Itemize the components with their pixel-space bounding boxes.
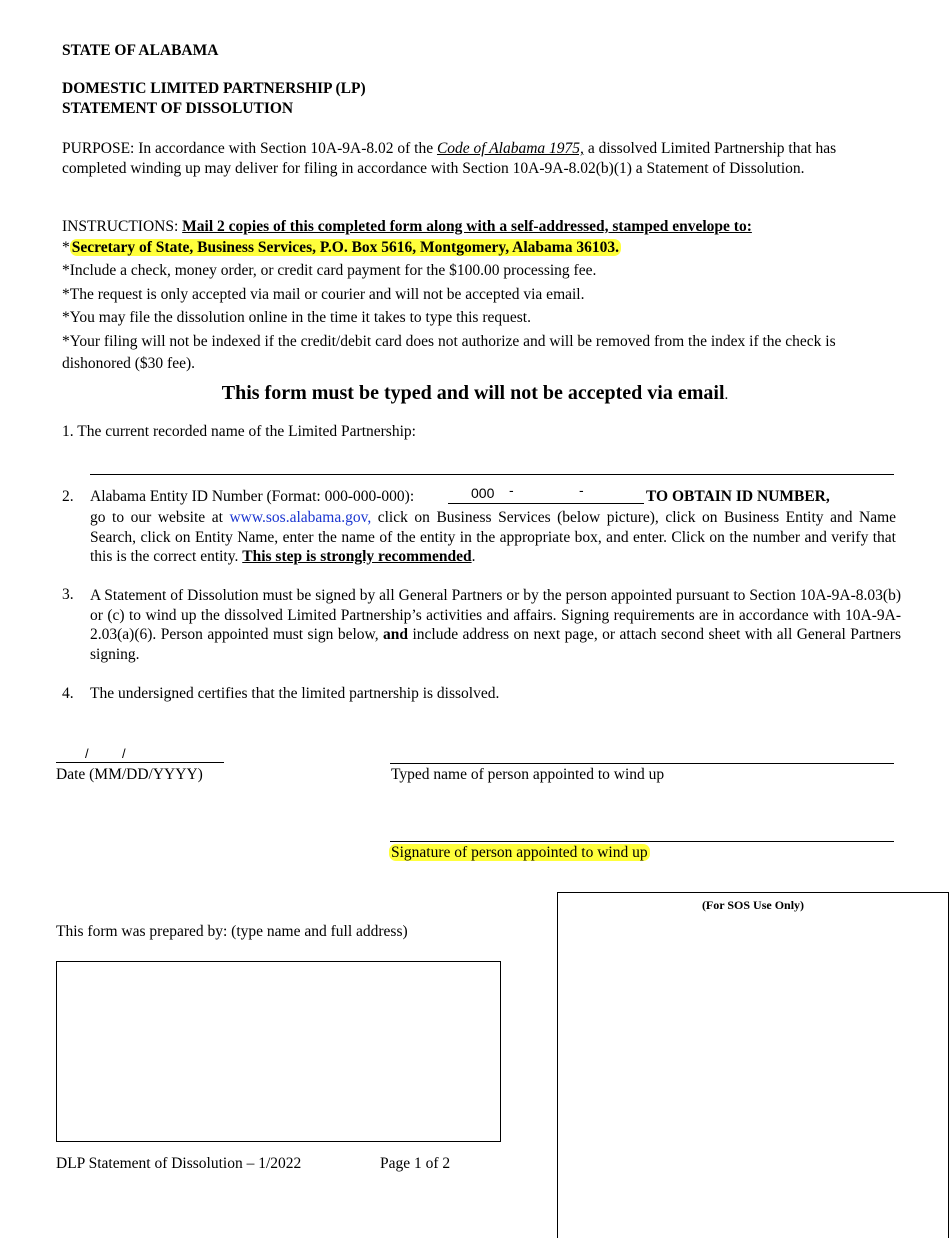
state-heading: STATE OF ALABAMA xyxy=(62,42,219,59)
date-field[interactable] xyxy=(56,744,224,763)
mail-instruction: Mail 2 copies of this completed form along with a self-addressed, stamped envelope to: xyxy=(182,218,752,235)
item-3-text-a: A Statement of Dissolution must be signed by all General Partners or by the person appointed pursuant to Section 10A-9A-8.03(b) or (c) to wind up the dissolved Limited Partnership’s activities and affairs. Signing requirements are in accordance with 10A-9A-2.03(a)(6). Person appointed must sign below, xyxy=(90,587,901,643)
signature-label: Signature of person appointed to wind up xyxy=(391,844,648,861)
item-1-number: 1. xyxy=(62,423,74,440)
item-1 xyxy=(62,423,416,441)
item-4-number: 4. xyxy=(62,685,74,702)
item-3-text-b: include address on next page, or attach second sheet with all General Partners signing. xyxy=(90,626,902,663)
purpose-label: PURPOSE: xyxy=(62,140,135,157)
entity-id-separator: - xyxy=(509,482,514,498)
obtain-id-heading: TO OBTAIN ID NUMBER, xyxy=(646,488,830,505)
recommend-text: This step is strongly recommended xyxy=(242,548,472,565)
recommend-period: . xyxy=(471,548,476,565)
code-reference: Code of Alabama 1975, xyxy=(436,140,584,157)
date-label: Date (MM/DD/YYYY) xyxy=(56,766,203,783)
index-note: *Your filing will not be indexed if the credit/debit card does not authorize and will be removed from the index if the check is dishonored ($30 fee). xyxy=(62,333,836,372)
item-4-text: The undersigned certifies that the limited partnership is dissolved. xyxy=(90,685,500,702)
sos-use-only-label: (For SOS Use Only) xyxy=(701,898,805,912)
mailing-address: Secretary of State, Business Services, P.O. Box 5616, Montgomery, Alabama 36103. xyxy=(71,239,619,256)
purpose-paragraph xyxy=(62,139,872,178)
mailing-address-line xyxy=(62,239,621,257)
address-asterisk: * xyxy=(62,239,70,256)
typed-notice xyxy=(0,382,950,405)
instruction-bullet: *You may file the dissolution online in the time it takes to type this request. xyxy=(62,309,531,326)
item-2-text-b: click on Business Services (below picture), click on Business Entity and Name Search, click on Entity Name, enter the name of the entity in the appropriate box, and enter. Click on the number and verify that this is the correct entity. xyxy=(90,509,897,565)
date-slash: / xyxy=(85,746,89,761)
instruction-bullet: *Include a check, money order, or credit card payment for the $100.00 processing fee. xyxy=(62,262,597,279)
typed-notice-period: . xyxy=(724,387,729,403)
signature-label-wrapper xyxy=(389,844,650,862)
item-3-paragraph xyxy=(90,586,901,664)
date-slash: / xyxy=(122,746,126,761)
item-2-label: Alabama Entity ID Number (Format: 000-000-000): xyxy=(90,488,415,505)
sos-website-link[interactable]: www.sos.alabama.gov, xyxy=(229,509,372,526)
instructions-label: INSTRUCTIONS: xyxy=(62,218,179,235)
purpose-text-b: a dissolved Limited Partnership that has completed winding up may deliver for filing in accordance with Section 10A-9A-8.02(b)(1) a Statement of Dissolution. xyxy=(62,140,837,177)
typed-name-label: Typed name of person appointed to wind up xyxy=(391,766,665,783)
item-2-text-a: go to our website at xyxy=(90,509,223,526)
sos-use-only-box xyxy=(557,892,949,1238)
item-1-text: The current recorded name of the Limited Partnership: xyxy=(77,423,416,440)
lp-name-field[interactable] xyxy=(90,474,894,475)
prepared-by-box[interactable] xyxy=(56,961,501,1142)
item-3-number: 3. xyxy=(62,586,74,603)
signature-field[interactable] xyxy=(390,841,894,842)
page-number: Page 1 of 2 xyxy=(380,1155,451,1172)
item-2-paragraph xyxy=(90,508,896,567)
item-3-and: and xyxy=(383,626,409,643)
prepared-by-label: This form was prepared by: (type name and full address) xyxy=(56,923,408,940)
entity-id-separator: - xyxy=(579,482,584,498)
typed-name-field[interactable] xyxy=(390,763,894,764)
instructions-line xyxy=(62,218,752,236)
form-title-line1: DOMESTIC LIMITED PARTNERSHIP (LP) xyxy=(62,80,366,97)
form-title-line2: STATEMENT OF DISSOLUTION xyxy=(62,100,294,117)
entity-id-prefix: 000 xyxy=(471,485,495,501)
item-2-number: 2. xyxy=(62,488,74,505)
entity-id-field[interactable] xyxy=(448,484,644,504)
instruction-bullet: *The request is only accepted via mail or courier and will not be accepted via email. xyxy=(62,286,585,303)
form-identifier: DLP Statement of Dissolution – 1/2022 xyxy=(56,1155,302,1172)
typed-notice-text: This form must be typed and will not be accepted via email xyxy=(221,382,725,404)
purpose-text-a: In accordance with Section 10A-9A-8.02 of the xyxy=(138,140,434,157)
